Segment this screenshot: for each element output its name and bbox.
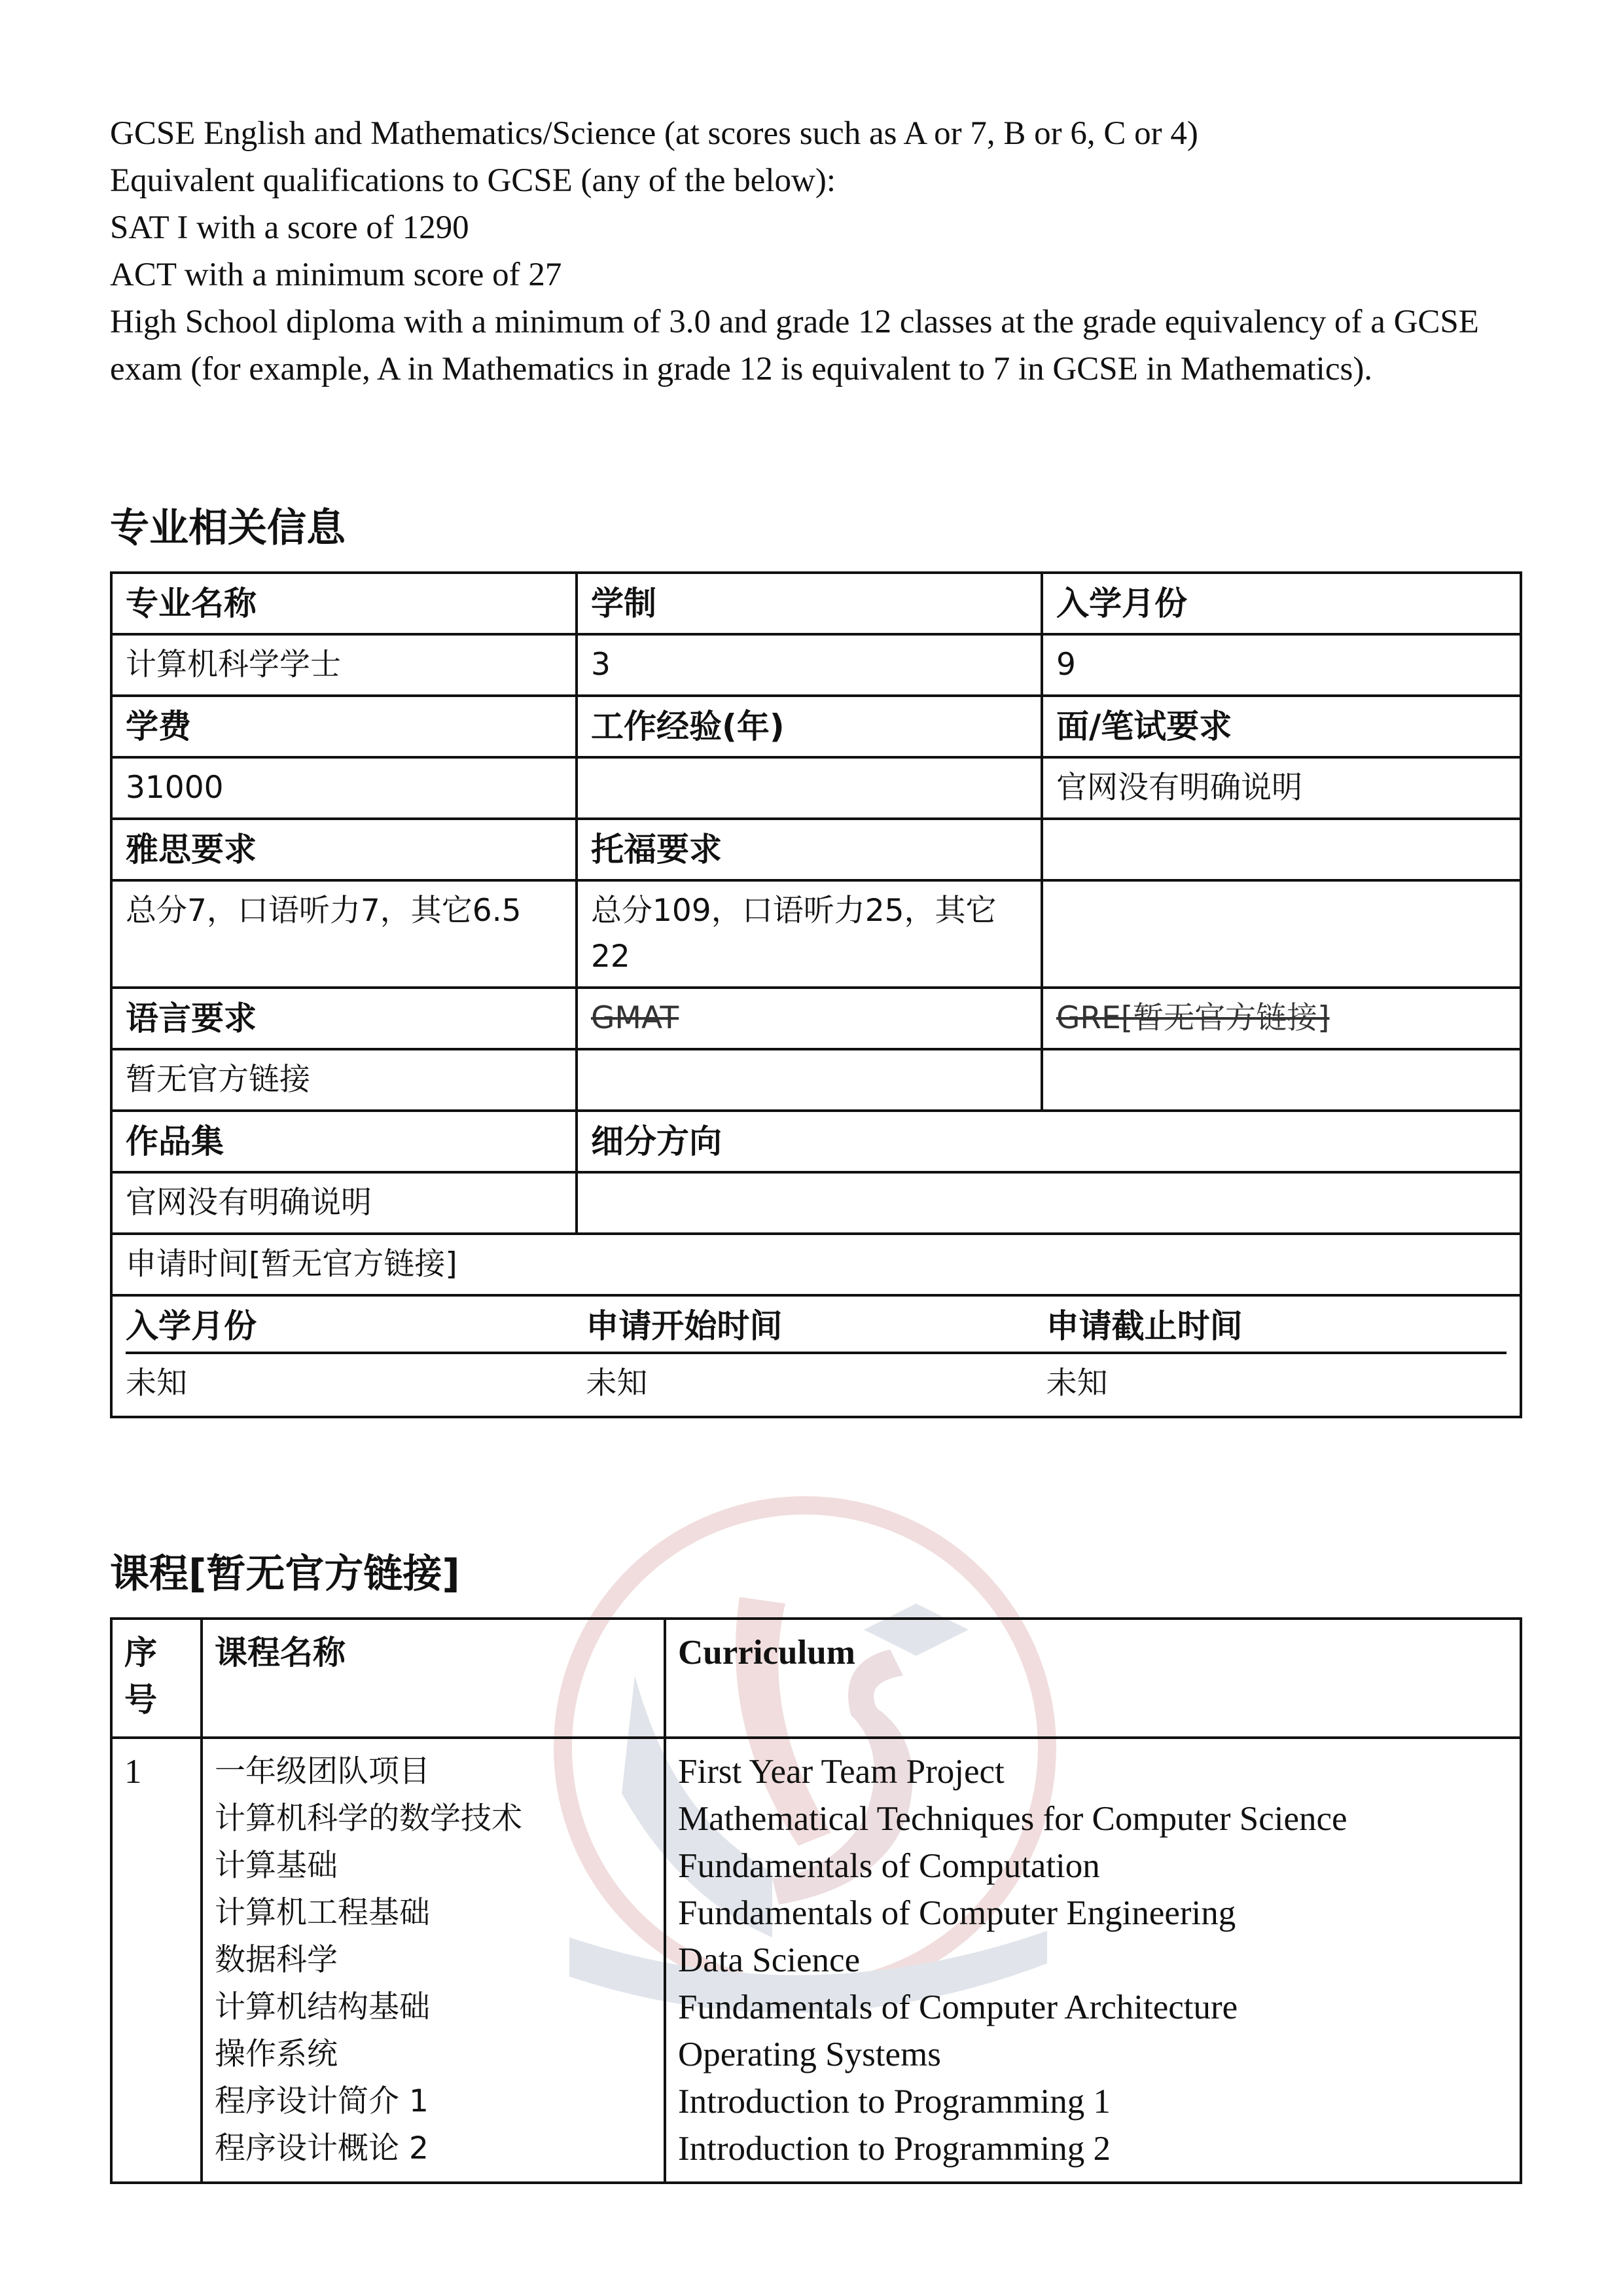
language-value: 暂无官方链接	[111, 1049, 577, 1111]
course-name-en: Fundamentals of Computer Architecture	[678, 1988, 1238, 2026]
empty-cell	[1042, 880, 1521, 988]
tuition-label: 学费	[111, 696, 577, 757]
toefl-label: 托福要求	[577, 819, 1042, 880]
course-name-zh: 计算基础	[215, 1848, 338, 1884]
portfolio-label: 作品集	[111, 1111, 577, 1172]
duration-label: 学制	[577, 573, 1042, 634]
course-name-en: Fundamentals of Computer Engineering	[678, 1894, 1236, 1932]
app-time-header: 申请截止时间	[1046, 1307, 1243, 1345]
course-table	[110, 1617, 1522, 2184]
specialization-value	[577, 1172, 1521, 1234]
intake-month-value: 9	[1042, 634, 1521, 696]
empty-cell	[577, 1049, 1042, 1111]
intro-text	[110, 110, 1517, 393]
course-name-zh: 计算机工程基础	[215, 1895, 430, 1931]
empty-cell	[1042, 819, 1521, 880]
course-row-no: 1	[111, 1738, 202, 2183]
language-label: 语言要求	[111, 988, 577, 1049]
program-info-table	[110, 571, 1522, 1418]
course-name-zh: 程序设计概论 2	[215, 2130, 429, 2166]
gre-label: GRE[暂无官方链接]	[1056, 1000, 1330, 1036]
course-name-en: Mathematical Techniques for Computer Science	[678, 1800, 1347, 1838]
app-time-title: 申请时间[暂无官方链接]	[111, 1234, 1521, 1295]
intro-line: ACT with a minimum score of 27	[110, 257, 562, 293]
course-name-en: Introduction to Programming 1	[678, 2083, 1111, 2121]
ielts-value: 总分7，口语听力7，其它6.5	[111, 880, 577, 988]
intro-line: High School diploma with a minimum of 3.0 and grade 12 classes at the grade equivalency of a GCSE exam (for example, A in Mathematics in grade 12 is equivalent to 7 in GCSE in Mathematics).	[110, 304, 1479, 387]
major-name-label: 专业名称	[111, 573, 577, 634]
course-name-zh: 程序设计简介 1	[215, 2083, 429, 2119]
intro-line: SAT I with a score of 1290	[110, 209, 469, 246]
course-name-zh: 数据科学	[215, 1942, 338, 1978]
work-exp-label: 工作经验(年)	[577, 696, 1042, 757]
empty-cell	[1042, 1049, 1521, 1111]
program-section-title: 专业相关信息	[110, 505, 346, 551]
course-no-header-text: 序号	[124, 1634, 157, 1719]
course-name-zh: 计算机科学的数学技术	[215, 1801, 522, 1837]
interview-value: 官网没有明确说明	[1042, 757, 1521, 819]
intake-month-label: 入学月份	[1042, 573, 1521, 634]
course-name-zh: 操作系统	[215, 2036, 338, 2072]
course-name-en: First Year Team Project	[678, 1753, 1005, 1791]
course-names-zh	[202, 1738, 665, 2183]
portfolio-value: 官网没有明确说明	[111, 1172, 577, 1234]
course-no-header	[111, 1619, 202, 1738]
interview-label: 面/笔试要求	[1042, 696, 1521, 757]
app-time-value: 未知	[126, 1365, 187, 1401]
work-exp-value	[577, 757, 1042, 819]
specialization-label: 细分方向	[577, 1111, 1521, 1172]
intro-line: Equivalent qualifications to GCSE (any of the below):	[110, 162, 836, 199]
tuition-value: 31000	[111, 757, 577, 819]
intro-line: GCSE English and Mathematics/Science (at scores such as A or 7, B or 6, C or 4)	[110, 115, 1198, 152]
major-name-value: 计算机科学学士	[111, 634, 577, 696]
ielts-label: 雅思要求	[111, 819, 577, 880]
course-name-en: Fundamentals of Computation	[678, 1847, 1100, 1885]
gmat-label: GMAT	[591, 1000, 679, 1036]
course-name-en: Introduction to Programming 2	[678, 2130, 1111, 2168]
table-row	[111, 1738, 1521, 2183]
course-name-zh: 一年级团队项目	[215, 1753, 430, 1789]
toefl-value: 总分109，口语听力25，其它22	[577, 880, 1042, 988]
app-time-header: 入学月份	[126, 1307, 257, 1345]
course-section-title: 课程[暂无官方链接]	[110, 1551, 460, 1597]
course-name-header: 课程名称	[202, 1619, 665, 1738]
duration-value: 3	[577, 634, 1042, 696]
course-name-en: Operating Systems	[678, 2036, 941, 2073]
app-time-value: 未知	[586, 1365, 648, 1401]
app-time-header: 申请开始时间	[586, 1307, 783, 1345]
course-names-en	[665, 1738, 1521, 2183]
app-time-value: 未知	[1046, 1365, 1108, 1401]
course-name-en: Data Science	[678, 1941, 861, 1979]
curriculum-header: Curriculum	[665, 1619, 1521, 1738]
app-time-block	[111, 1295, 1521, 1417]
course-name-zh: 计算机结构基础	[215, 1989, 430, 2025]
